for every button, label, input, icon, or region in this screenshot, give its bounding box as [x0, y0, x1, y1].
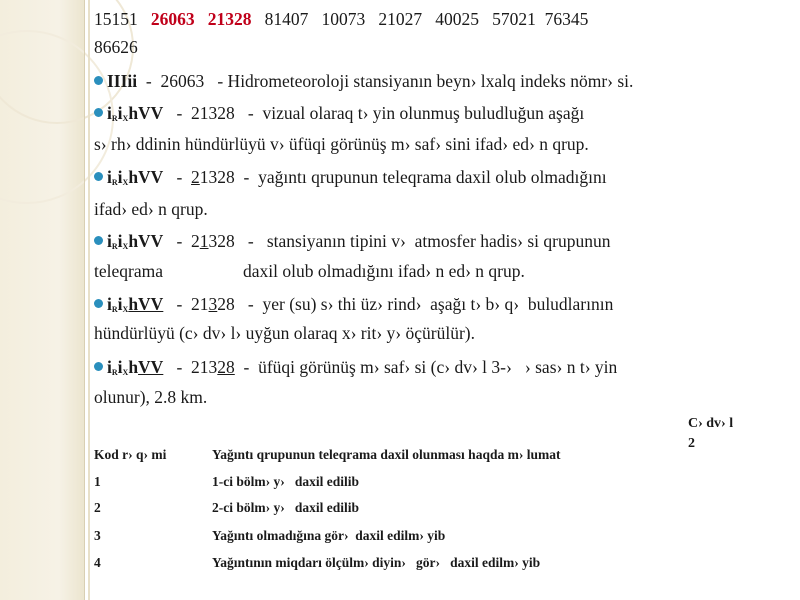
bullet-continuation: teleqrama daxil olub olmadığını ifad› n ed› n qrup. [94, 261, 525, 281]
code-label: $i_Ri_XhVV$ [107, 103, 164, 123]
left-decorative-band [0, 0, 84, 600]
bullet-continuation: s› rh› ddinin hündürlüyü v› üfüqi görünüş m› saf› sini ifad› ed› n qrup. [94, 134, 589, 154]
code-group: 15151 [94, 9, 138, 29]
divider [84, 0, 85, 600]
code-number: 21328 [191, 357, 235, 377]
code-number: 21328 [191, 231, 235, 251]
row-code: 1 [94, 474, 101, 489]
column-header-description: Yağıntı qrupunun teleqrama daxil olunması haqda m› lumat [212, 447, 561, 462]
bullet-text: - 21328 - vizual olaraq t› yin olunmuş buludluğun aşağı [163, 103, 585, 123]
bullet-continuation: hündürlüyü (c› dv› l› uyğun olaraq x› rit› y› öçürülür). [94, 323, 476, 343]
code-group: 86626 [94, 37, 138, 57]
bullet-text: - stansiyanın tipini v› atmosfer hadis› si qrupunun [234, 231, 611, 251]
bullet-text: - üfüqi görünüş m› saf› si (c› dv› l 3-› › sas› n t› yin [234, 357, 618, 377]
bullet-dot-icon [94, 76, 103, 85]
code-label: $i_Ri_XhVV$ [107, 167, 164, 187]
code-label: $i_Ri_XhVV$ [107, 357, 164, 377]
row-description: 1-ci bölm› y› daxil edilib [212, 474, 360, 489]
row-description: 2-ci bölm› y› daxil edilib [212, 500, 360, 515]
bullet-item: $i_Ri_XhVV - 21328$ - üfüqi görünüş m› saf› si (c› dv› l 3-› › sas› n t› yin [94, 356, 617, 384]
column-header-code: Kod r› q› mi [94, 447, 167, 462]
code-group-highlight: 26063 [150, 9, 195, 29]
bullet-item: $i_Ri_XhVV - 21328$ - yağıntı qrupunun teleqrama daxil olub olmadığını [94, 166, 607, 194]
code-label: $i_Ri_XhVV$ [107, 294, 164, 314]
row-code: 3 [94, 528, 101, 543]
row-description: Yağıntının miqdarı ölçülm› diyin› gör› daxil edilm› yib [212, 555, 541, 570]
bullet-dot-icon [94, 108, 103, 117]
telegram-code-line [94, 8, 588, 30]
row-description: Yağıntı olmadığına gör› daxil edilm› yib [212, 528, 446, 543]
bullet-item [94, 70, 633, 92]
bullet-item: $i_Ri_XhVV - 21328$ - yer (su) s› thi üz› rind› aşağı t› b› q› buludlarının [94, 293, 613, 321]
table-caption [688, 414, 733, 454]
code-label: $i_Ri_XhVV$ [107, 231, 164, 251]
bullet-item [94, 102, 584, 130]
bullet-continuation: olunur), 2.8 km. [94, 387, 208, 407]
row-code: 4 [94, 555, 101, 570]
code-number: 21328 [191, 294, 235, 314]
code-groups: 81407 10073 21027 40025 57021 76345 [264, 9, 589, 29]
code-group-highlight: 21328 [207, 9, 252, 29]
bullet-continuation: ifad› ed› n qrup. [94, 199, 208, 219]
table-caption-title: C› dv› l [688, 416, 734, 431]
row-code: 2 [94, 500, 101, 515]
bullet-item: $i_Ri_XhVV - 21328$ - stansiyanın tipini v› atmosfer hadis› si qrupunun [94, 230, 611, 258]
code-number: 21328 [191, 167, 235, 187]
telegram-code-line [94, 36, 138, 58]
table-caption-number: 2 [688, 436, 695, 451]
bullet-text: - yağıntı qrupunun teleqrama daxil olub olmadığını [234, 167, 607, 187]
bullet-text: - yer (su) s› thi üz› rind› aşağı t› b› q› buludlarının [234, 294, 614, 314]
bullet-text: - 26063 - Hidrometeoroloji stansiyanın beyn› lxalq indeks nömr› si. [137, 71, 634, 91]
bullet-dot-icon [94, 236, 103, 245]
divider [88, 0, 90, 600]
bullet-dot-icon [94, 172, 103, 181]
bullet-dot-icon [94, 362, 103, 371]
bullet-dot-icon [94, 299, 103, 308]
code-label: IIIii [107, 71, 138, 91]
